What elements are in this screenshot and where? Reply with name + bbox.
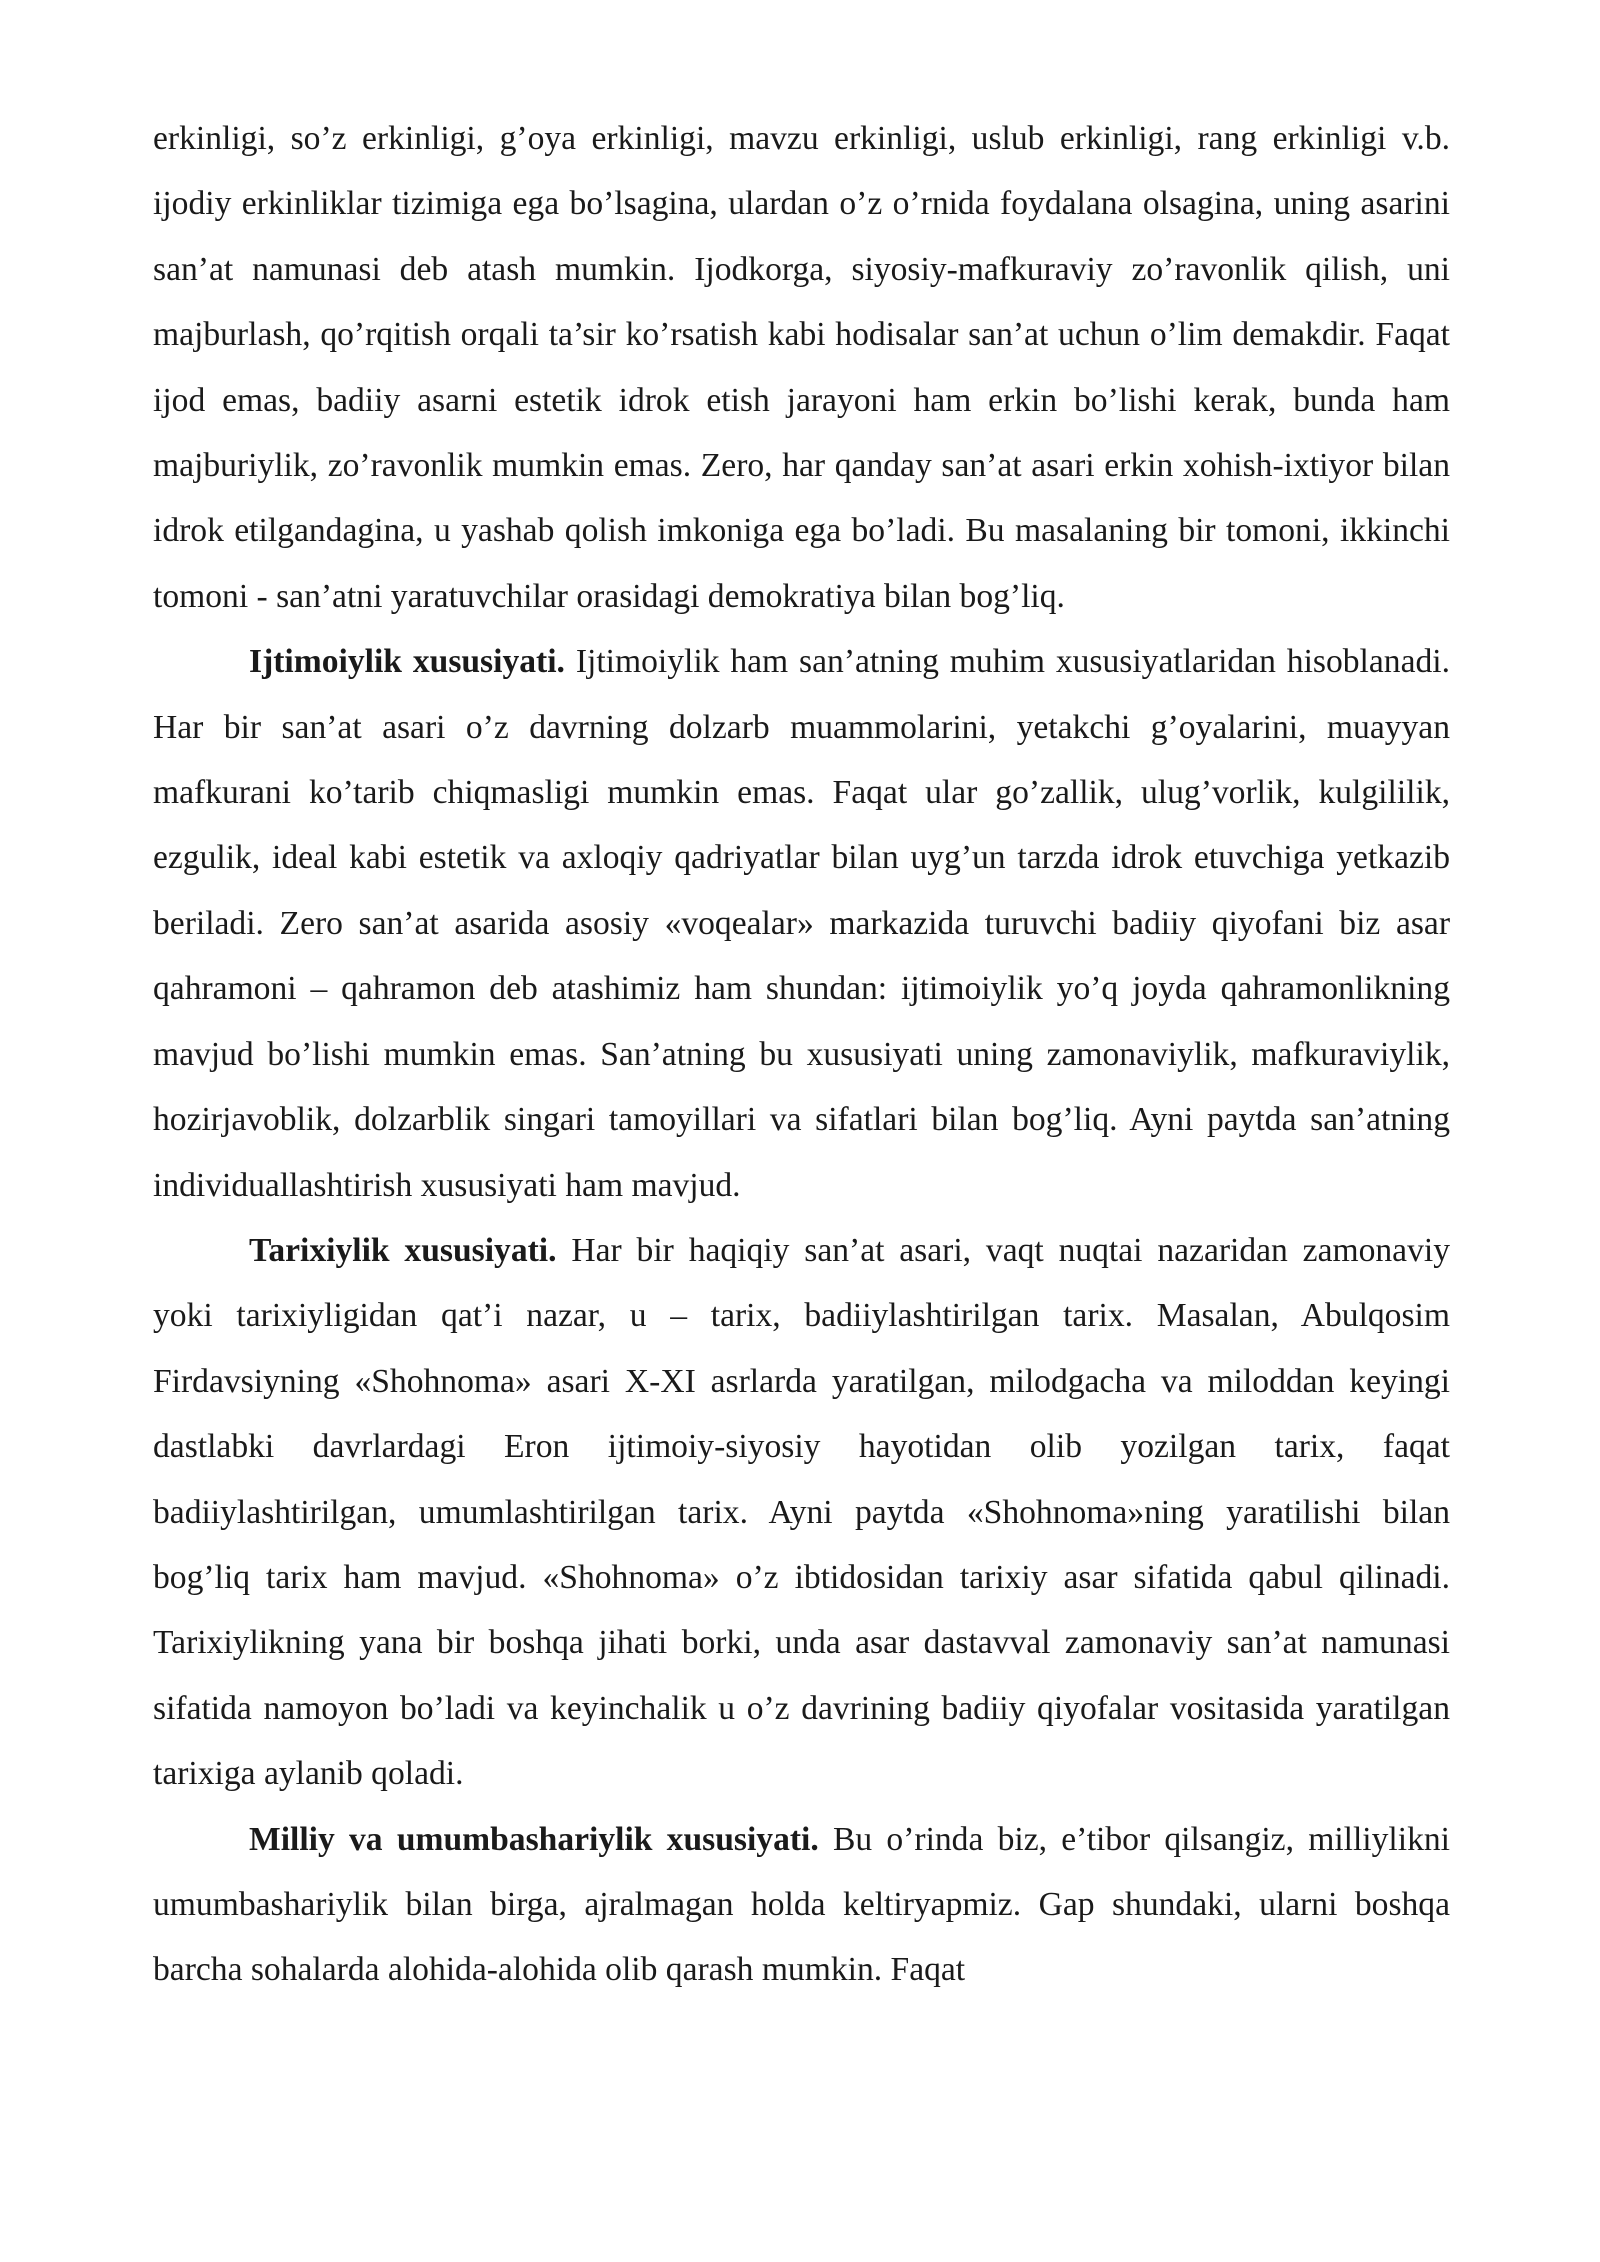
paragraph-social-property [153,629,1450,1218]
paragraph-text: Har bir haqiqiy san’at asari, vaqt nuqtai nazaridan zamonaviy yoki tarixiyligidan qat’i nazar, u – tarix, badiiylashtirilgan tarix. Masalan, Abulqosim Firdavsiyning «Shohnoma» asari X-XI asrlarda yaratilgan, milodgacha va miloddan keyingi dastlabki davrlardagi Eron ijtimoiy-siyosiy hayotidan olib yozilgan tarix, faqat badiiylashtirilgan, umumlashtirilgan tarix. Ayni paytda «Shohnoma»ning yaratilishi bilan bog’liq tarix ham mavjud. «Shohnoma» o’z ibtidosidan tarixiy asar sifatida qabul qilinadi. Tarixiylikning yana bir boshqa jihati borki, unda asar dastavval zamonaviy san’at namunasi sifatida namoyon bo’ladi va keyinchalik u o’z davrining badiiy qiyofalar vositasida yaratilgan tarixiga aylanib qoladi. [153,1231,1450,1793]
document-page [153,106,1450,2003]
paragraph-text: Bu o’rinda biz, e’tibor qilsangiz, milliylikni umumbashariylik bilan birga, ajralmagan holda keltiryapmiz. Gap shundaki, ularni boshqa barcha sohalarda alohida-alohida olib qarash mumkin. Faqat [153,1820,1450,1989]
paragraph-freedom-continued [153,106,1450,629]
paragraph-heading: Ijtimoiylik xususiyati. [249,643,565,681]
paragraph-heading: Milliy va umumbashariylik xususiyati. [249,1820,819,1858]
paragraph-heading: Tarixiylik xususiyati. [249,1231,557,1269]
paragraph-historical-property [153,1218,1450,1807]
paragraph-text: Ijtimoiylik ham san’atning muhim xususiyatlaridan hisoblanadi. Har bir san’at asari o’z davrning dolzarb muammolarini, yetakchi g’oyalarini, muayyan mafkurani ko’tarib chiqmasligi mumkin emas. Faqat ular go’zallik, ulug’vorlik, kulgililik, ezgulik, ideal kabi estetik va axloqiy qadriyatlar bilan uyg’un tarzda idrok etuvchiga yetkazib beriladi. Zero san’at asarida asosiy «voqealar» markazida turuvchi badiiy qiyofani biz asar qahramoni – qahramon deb atashimiz ham shundan: ijtimoiylik yo’q joyda qahramonlikning mavjud bo’lishi mumkin emas. San’atning bu xususiyati uning zamonaviylik, mafkuraviylik, hozirjavoblik, dolzarblik singari tamoyillari va sifatlari bilan bog’liq. Ayni paytda san’atning individuallashtirish xususiyati ham mavjud. [153,643,1450,1204]
paragraph-text: erkinligi, so’z erkinligi, g’oya erkinligi, mavzu erkinligi, uslub erkinligi, rang erkinligi v.b. ijodiy erkinliklar tizimiga ega bo’lsagina, ulardan o’z o’rnida foydalana olsagina, uning asarini san’at namunasi deb atash mumkin. Ijodkorga, siyosiy-mafkuraviy zo’ravonlik qilish, uni majburlash, qo’rqitish orqali ta’sir ko’rsatish kabi hodisalar san’at uchun o’lim demakdir. Faqat ijod emas, badiiy asarni estetik idrok etish jarayoni ham erkin bo’lishi kerak, bunda ham majburiylik, zo’ravonlik mumkin emas. Zero, har qanday san’at asari erkin xohish-ixtiyor bilan idrok etilgandagina, u yashab qolish imkoniga ega bo’ladi. Bu masalaning bir tomoni, ikkinchi tomoni - san’atni yaratuvchilar orasidagi demokratiya bilan bog’liq. [153,120,1450,615]
paragraph-national-universal-property [153,1807,1450,2003]
